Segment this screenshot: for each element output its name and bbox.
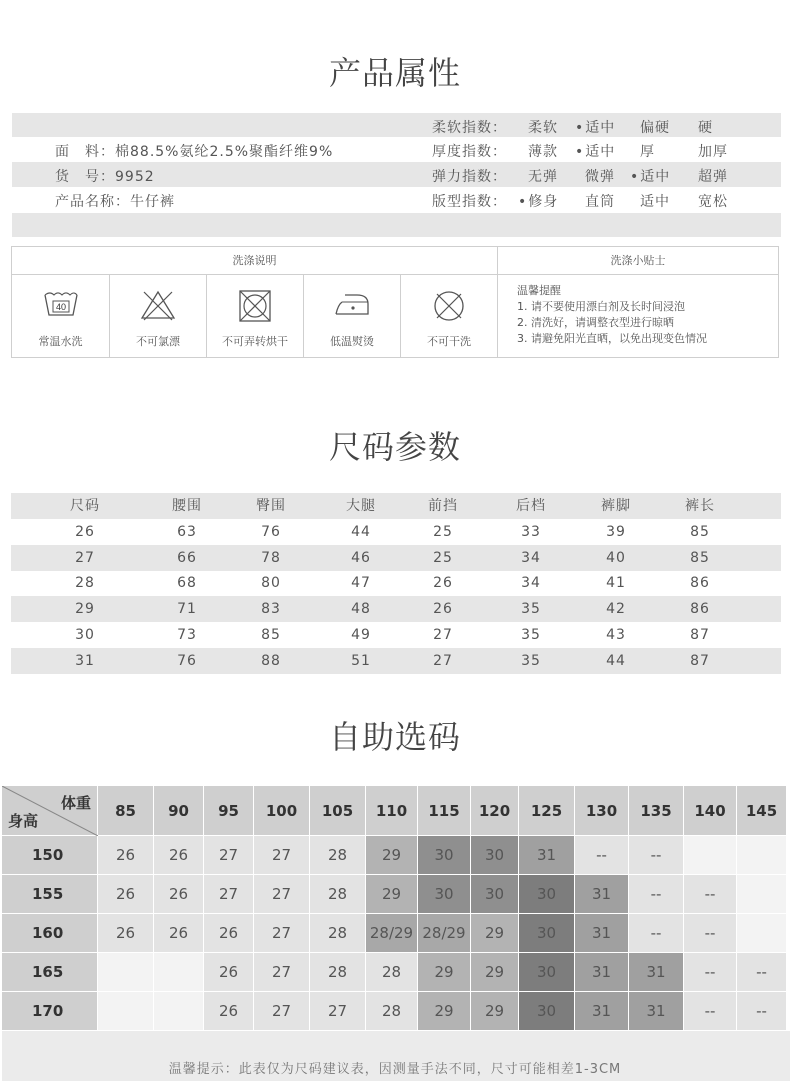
size-suggestion-cell: 27 xyxy=(310,992,366,1031)
size-suggestion-cell xyxy=(98,953,154,992)
attributes-title: 产品属性 xyxy=(328,54,461,92)
size-cell: 42 xyxy=(606,601,626,618)
size-suggestion-cell: 30 xyxy=(471,875,519,914)
size-header-cell: 裤脚 xyxy=(601,498,631,514)
size-suggestion-cell: 27 xyxy=(254,836,310,875)
weight-header: 105 xyxy=(310,786,366,836)
size-suggestion-cell: 29 xyxy=(366,875,418,914)
size-suggestion-cell: 26 xyxy=(204,992,254,1031)
size-cell: 49 xyxy=(351,627,371,643)
size-cell: 68 xyxy=(177,575,197,592)
size-suggestion-cell: 28 xyxy=(310,875,366,914)
product-name-label: 产品名称： xyxy=(55,194,130,210)
size-suggestion-cell: 27 xyxy=(204,836,254,875)
item-no-line xyxy=(55,166,155,186)
size-suggestion-cell: 26 xyxy=(98,836,154,875)
index-option-selected xyxy=(630,166,670,186)
corner-weight-label: 体重 xyxy=(60,794,91,812)
size-cell: 26 xyxy=(75,523,95,540)
size-suggestion-cell: 31 xyxy=(575,953,629,992)
size-cell: 25 xyxy=(433,523,453,540)
weight-header: 145 xyxy=(737,786,787,836)
index-option xyxy=(528,141,558,161)
product-name-value: 牛仔裤 xyxy=(130,194,175,210)
height-header: 155 xyxy=(2,875,98,914)
height-header: 170 xyxy=(2,992,98,1031)
size-suggestion-cell: 31 xyxy=(629,992,684,1031)
size-cell: 35 xyxy=(521,627,541,643)
size-suggestion-cell: -- xyxy=(684,953,737,992)
size-suggestion-cell: -- xyxy=(629,836,684,875)
index-option xyxy=(528,117,558,137)
size-suggestion-cell: 26 xyxy=(98,914,154,953)
size-cell: 87 xyxy=(690,627,710,643)
tip-item: 2. 清洗好，请调整衣型进行晾晒 xyxy=(517,316,674,329)
selected-dot-icon: • xyxy=(630,169,640,185)
index-option-text: 硬 xyxy=(698,120,713,136)
size-header-cell: 腰围 xyxy=(172,498,202,514)
size-cell: 51 xyxy=(351,652,371,669)
weight-header: 100 xyxy=(254,786,310,836)
wash-temp: 40 xyxy=(55,302,66,312)
weight-header: 90 xyxy=(154,786,204,836)
index-option-selected xyxy=(575,117,615,137)
size-cell: 73 xyxy=(177,627,197,643)
index-option-text: 微弹 xyxy=(585,169,615,185)
size-suggestion-cell: 28/29 xyxy=(418,914,471,953)
index-option-text: 适中 xyxy=(640,169,671,185)
size-suggestion-cell: 29 xyxy=(418,992,471,1031)
size-suggestion-cell xyxy=(737,875,787,914)
size-cell: 35 xyxy=(521,652,541,669)
index-option xyxy=(640,191,670,211)
size-suggestion-cell: 28 xyxy=(310,914,366,953)
size-header-cell: 臀围 xyxy=(256,498,286,514)
size-cell: 33 xyxy=(521,523,541,540)
size-suggestion-cell: 28 xyxy=(366,953,418,992)
size-suggestion-cell: 27 xyxy=(254,875,310,914)
index-option-selected xyxy=(575,141,615,161)
index-label: 厚度指数： xyxy=(432,144,507,160)
size-suggestion-cell: 28/29 xyxy=(366,914,418,953)
weight-header: 135 xyxy=(629,786,684,836)
size-suggestion-cell: -- xyxy=(684,875,737,914)
size-row xyxy=(11,545,781,571)
index-option-text: 柔软 xyxy=(528,120,558,136)
size-suggestion-cell: 26 xyxy=(204,953,254,992)
size-suggestion-cell xyxy=(737,836,787,875)
wash-header-right: 洗涤小贴士 xyxy=(498,247,778,275)
size-row xyxy=(11,622,781,648)
height-header: 165 xyxy=(2,953,98,992)
size-cell: 27 xyxy=(75,549,95,566)
size-cell: 30 xyxy=(75,627,95,643)
grid-corner xyxy=(2,786,98,836)
size-cell: 85 xyxy=(690,523,710,540)
weight-header: 120 xyxy=(471,786,519,836)
weight-header: 130 xyxy=(575,786,629,836)
size-suggestion-cell: 31 xyxy=(519,836,575,875)
fit-grid xyxy=(2,786,790,1031)
tip-item: 1. 请不要使用漂白剂及长时间浸泡 xyxy=(517,300,685,313)
material-line xyxy=(55,141,333,161)
size-suggestion-cell: -- xyxy=(737,953,787,992)
size-cell: 47 xyxy=(351,575,371,592)
size-suggestion-cell: 29 xyxy=(471,914,519,953)
size-cell: 29 xyxy=(75,601,95,618)
size-cell: 26 xyxy=(433,575,453,592)
size-cell: 35 xyxy=(521,601,541,618)
wash-40-icon xyxy=(42,289,80,319)
size-cell: 76 xyxy=(177,652,197,669)
size-suggestion-cell: 26 xyxy=(154,914,204,953)
material-label: 面 料： xyxy=(55,144,115,160)
low-iron-icon xyxy=(332,289,372,319)
size-cell: 86 xyxy=(690,575,710,592)
wash-label: 不可弄转烘干 xyxy=(222,335,288,348)
size-cell: 78 xyxy=(261,549,281,566)
weight-header: 95 xyxy=(204,786,254,836)
size-cell: 40 xyxy=(606,549,626,566)
selected-dot-icon: • xyxy=(518,194,528,210)
size-cell: 71 xyxy=(177,601,197,618)
index-option-text: 直筒 xyxy=(585,194,615,210)
size-cell: 41 xyxy=(606,575,626,592)
size-cell: 44 xyxy=(351,523,371,540)
size-cell: 66 xyxy=(177,549,197,566)
size-cell: 87 xyxy=(690,652,710,669)
size-suggestion-cell xyxy=(737,914,787,953)
item-no-label: 货 号： xyxy=(55,169,115,185)
index-option-text: 薄款 xyxy=(528,144,558,160)
no-bleach-icon xyxy=(139,289,177,321)
size-suggestion-cell: -- xyxy=(684,914,737,953)
index-option-text: 加厚 xyxy=(698,144,728,160)
size-suggestion-cell: -- xyxy=(629,914,684,953)
size-cell: 46 xyxy=(351,549,371,566)
size-header-cell: 前挡 xyxy=(428,498,458,514)
wash-label: 常温水洗 xyxy=(38,335,83,348)
size-cell: 63 xyxy=(177,523,197,540)
size-suggestion-cell: 29 xyxy=(471,953,519,992)
size-cell: 88 xyxy=(261,652,281,669)
index-option-text: 宽松 xyxy=(698,194,728,210)
wash-icon-cell xyxy=(207,275,304,358)
size-suggestion-cell xyxy=(154,953,204,992)
size-row xyxy=(11,570,781,596)
size-cell: 31 xyxy=(75,652,95,669)
index-option xyxy=(698,191,728,211)
material-value: 棉88.5%氨纶2.5%聚酯纤维9% xyxy=(115,144,334,160)
size-cell: 80 xyxy=(261,575,281,592)
size-suggestion-cell: 31 xyxy=(629,953,684,992)
wash-tips xyxy=(517,283,707,347)
size-cell: 86 xyxy=(690,601,710,618)
index-option-text: 适中 xyxy=(585,144,616,160)
size-row xyxy=(11,648,781,674)
size-suggestion-cell: 27 xyxy=(254,914,310,953)
size-header-cell: 裤长 xyxy=(685,498,715,514)
item-no-value: 9952 xyxy=(115,169,155,185)
product-name-line xyxy=(55,191,175,211)
height-header: 160 xyxy=(2,914,98,953)
wash-icon-cell xyxy=(304,275,401,358)
weight-header: 115 xyxy=(418,786,471,836)
size-cell: 34 xyxy=(521,575,541,592)
index-option-text: 修身 xyxy=(528,194,559,210)
size-cell: 27 xyxy=(433,652,453,669)
size-suggestion-cell: 29 xyxy=(366,836,418,875)
index-label: 版型指数： xyxy=(432,194,507,210)
size-suggestion-cell: 28 xyxy=(366,992,418,1031)
index-option-text: 偏硬 xyxy=(640,120,670,136)
wash-label: 不可干洗 xyxy=(427,335,471,348)
size-suggestion-cell: 30 xyxy=(519,914,575,953)
size-suggestion-cell xyxy=(154,992,204,1031)
no-dry-clean-icon xyxy=(431,289,467,323)
size-suggestion-cell: 30 xyxy=(519,992,575,1031)
size-suggestion-cell: 27 xyxy=(254,953,310,992)
size-suggestion-cell: 31 xyxy=(575,992,629,1031)
index-option xyxy=(585,191,615,211)
size-suggestion-cell: 31 xyxy=(575,914,629,953)
size-cell: 76 xyxy=(261,523,281,540)
wash-label: 低温熨烫 xyxy=(330,335,374,348)
size-cell: 26 xyxy=(433,601,453,618)
size-suggestion-cell: 26 xyxy=(98,875,154,914)
size-cell: 27 xyxy=(433,627,453,643)
size-suggestion-cell: -- xyxy=(575,836,629,875)
wash-icon-cell xyxy=(110,275,207,358)
size-cell: 83 xyxy=(261,601,281,618)
size-suggestion-cell: -- xyxy=(629,875,684,914)
index-option xyxy=(698,117,713,137)
size-suggestion-cell: 26 xyxy=(204,914,254,953)
size-suggestion-cell: -- xyxy=(737,992,787,1031)
index-label: 弹力指数： xyxy=(432,169,507,185)
size-cell: 43 xyxy=(606,627,626,643)
corner-height-label: 身高 xyxy=(8,812,39,830)
index-option xyxy=(528,166,558,186)
weight-header: 110 xyxy=(366,786,418,836)
index-option-selected xyxy=(518,191,558,211)
size-row xyxy=(11,596,781,622)
index-label: 柔软指数： xyxy=(432,120,507,136)
index-option xyxy=(698,166,728,186)
wash-header-left: 洗涤说明 xyxy=(12,247,498,275)
size-header-cell: 尺码 xyxy=(70,498,100,514)
wash-table xyxy=(11,246,779,358)
size-suggestion-cell: 30 xyxy=(519,875,575,914)
size-cell: 44 xyxy=(606,652,626,669)
size-header-cell: 后档 xyxy=(516,498,546,514)
size-row xyxy=(11,519,781,545)
no-tumble-dry-icon xyxy=(237,289,273,323)
attr-band-bottom xyxy=(12,213,781,237)
index-option-text: 适中 xyxy=(585,120,616,136)
size-cell: 28 xyxy=(75,575,95,592)
weight-header: 125 xyxy=(519,786,575,836)
size-cell: 48 xyxy=(351,601,371,618)
index-option-text: 适中 xyxy=(640,194,670,210)
size-suggestion-cell: 30 xyxy=(471,836,519,875)
index-option-text: 厚 xyxy=(640,144,655,160)
tips-title: 温馨提醒 xyxy=(517,284,561,297)
index-option-text: 超弹 xyxy=(698,169,728,185)
selected-dot-icon: • xyxy=(575,120,585,136)
size-suggestion-cell: 26 xyxy=(154,836,204,875)
size-cell: 39 xyxy=(606,523,626,540)
wash-icon-cell xyxy=(12,275,110,358)
size-suggestion-cell: 30 xyxy=(418,836,471,875)
size-suggestion-cell: 28 xyxy=(310,836,366,875)
size-suggestion-cell: -- xyxy=(684,992,737,1031)
size-suggestion-cell: 27 xyxy=(204,875,254,914)
weight-header: 140 xyxy=(684,786,737,836)
size-cell: 85 xyxy=(690,549,710,566)
weight-header: 85 xyxy=(98,786,154,836)
index-option-text: 无弹 xyxy=(528,169,558,185)
index-option xyxy=(640,141,655,161)
size-suggestion-cell: 26 xyxy=(154,875,204,914)
size-suggestion-cell: 29 xyxy=(471,992,519,1031)
size-suggestion-cell: 28 xyxy=(310,953,366,992)
fit-selector-title: 自助选码 xyxy=(328,718,461,756)
index-option xyxy=(698,141,728,161)
index-option xyxy=(585,166,615,186)
tip-item: 3. 请避免阳光直晒，以免出现变色情况 xyxy=(517,332,707,345)
size-cell: 85 xyxy=(261,627,281,643)
wash-icon-cell xyxy=(401,275,498,358)
size-cell: 34 xyxy=(521,549,541,566)
size-suggestion-cell: 31 xyxy=(575,875,629,914)
index-option xyxy=(640,117,670,137)
size-suggestion-cell xyxy=(684,836,737,875)
size-cell: 25 xyxy=(433,549,453,566)
fit-note: 温馨提示：此表仅为尺码建议表，因测量手法不同，尺寸可能相差1-3CM xyxy=(168,1062,622,1077)
size-suggestion-cell: 29 xyxy=(418,953,471,992)
size-header-cell: 大腿 xyxy=(346,498,376,514)
size-suggestion-cell xyxy=(98,992,154,1031)
size-params-title: 尺码参数 xyxy=(328,428,461,466)
size-suggestion-cell: 30 xyxy=(418,875,471,914)
wash-label: 不可氯漂 xyxy=(136,335,180,348)
selected-dot-icon: • xyxy=(575,144,585,160)
height-header: 150 xyxy=(2,836,98,875)
size-suggestion-cell: 30 xyxy=(519,953,575,992)
size-suggestion-cell: 27 xyxy=(254,992,310,1031)
size-header-row xyxy=(11,493,781,519)
